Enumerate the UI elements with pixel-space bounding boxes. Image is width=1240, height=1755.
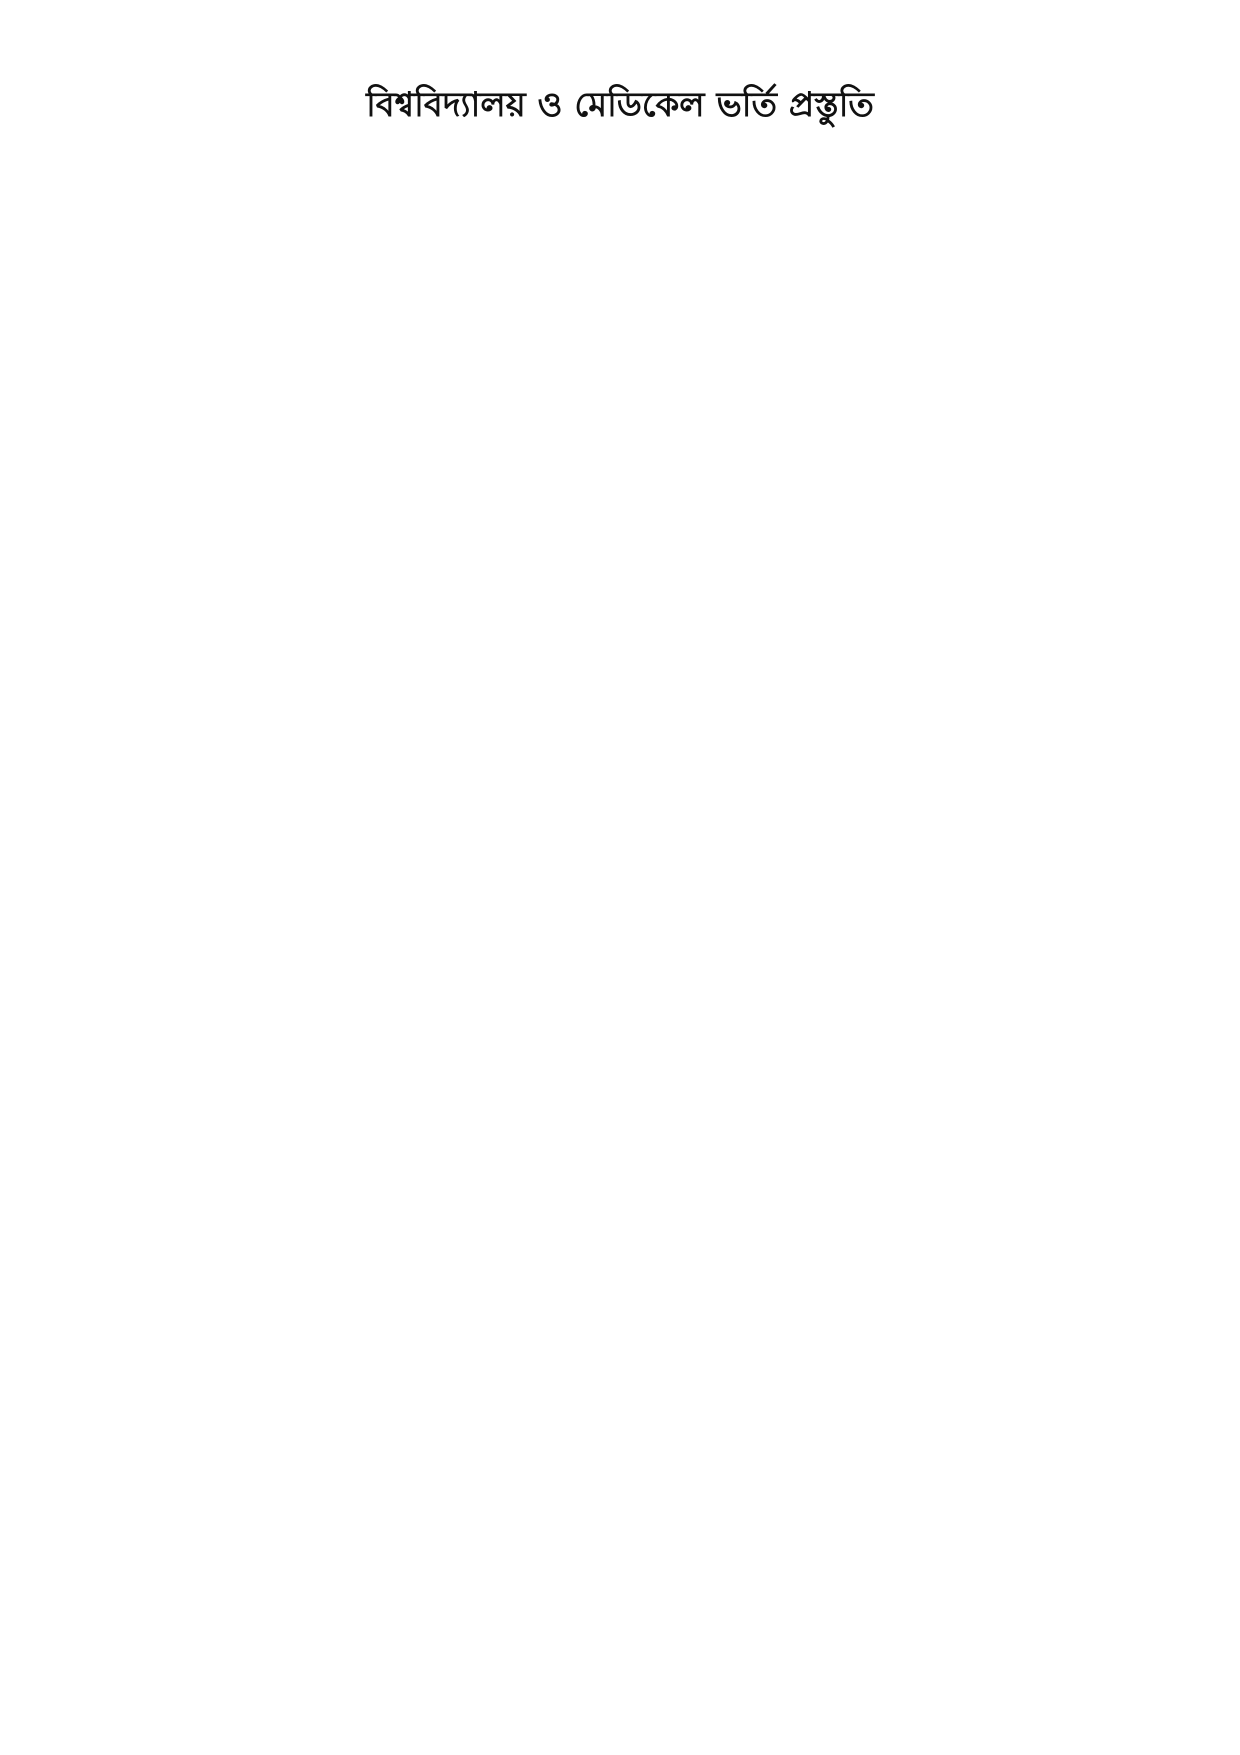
page-title: বিশ্ববিদ্যালয় ও মেডিকেল ভর্তি প্রস্তুতি bbox=[366, 84, 874, 125]
